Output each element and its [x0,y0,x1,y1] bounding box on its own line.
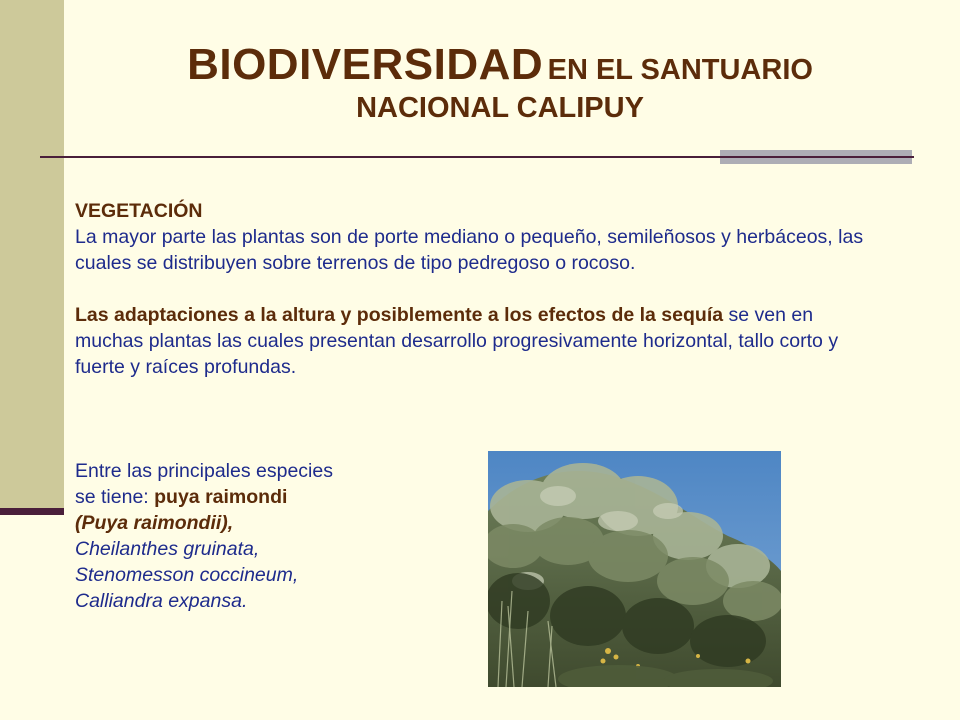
vegetation-paragraph-1: La mayor parte las plantas son de porte mediano o pequeño, semileñosos y herbáceos, las cuales se distribuyen sobre terrenos de tipo pedregoso o rocoso. [75,226,864,274]
vegetation-section [75,198,875,380]
title-sub: EN EL SANTUARIO [547,54,813,86]
species-intro-1: Entre las principales especies [75,460,333,482]
section-heading: VEGETACIÓN [75,200,203,222]
adaptations-text: se ven en muchas plantas las cuales presentan desarrollo progresivamente horizontal, tallo corto y fuerte y raíces profundas. [75,304,839,378]
species-item: Stenomesson coccineum, [75,564,299,586]
species-intro-2: se tiene: puya raimondi [75,486,288,508]
vegetation-photo-svg [488,451,781,687]
title-divider-accent [720,150,912,164]
species-scientific-name: (Puya raimondii), [75,512,234,534]
adaptations-emphasis: Las adaptaciones a la altura y posiblemente a los efectos de la sequía [75,304,724,326]
species-item: Cheilanthes gruinata, [75,538,260,560]
side-accent-tick [0,508,64,515]
vegetation-photo [488,451,781,687]
species-section [75,458,475,614]
species-item: Calliandra expansa. [75,590,248,612]
slide-title [100,40,900,125]
title-main: BIODIVERSIDAD [187,40,544,89]
side-accent-bar [0,0,64,512]
title-line2: NACIONAL CALIPUY [356,92,644,124]
vegetation-paragraph-2 [75,302,875,380]
species-common-name: puya raimondi [154,486,288,508]
